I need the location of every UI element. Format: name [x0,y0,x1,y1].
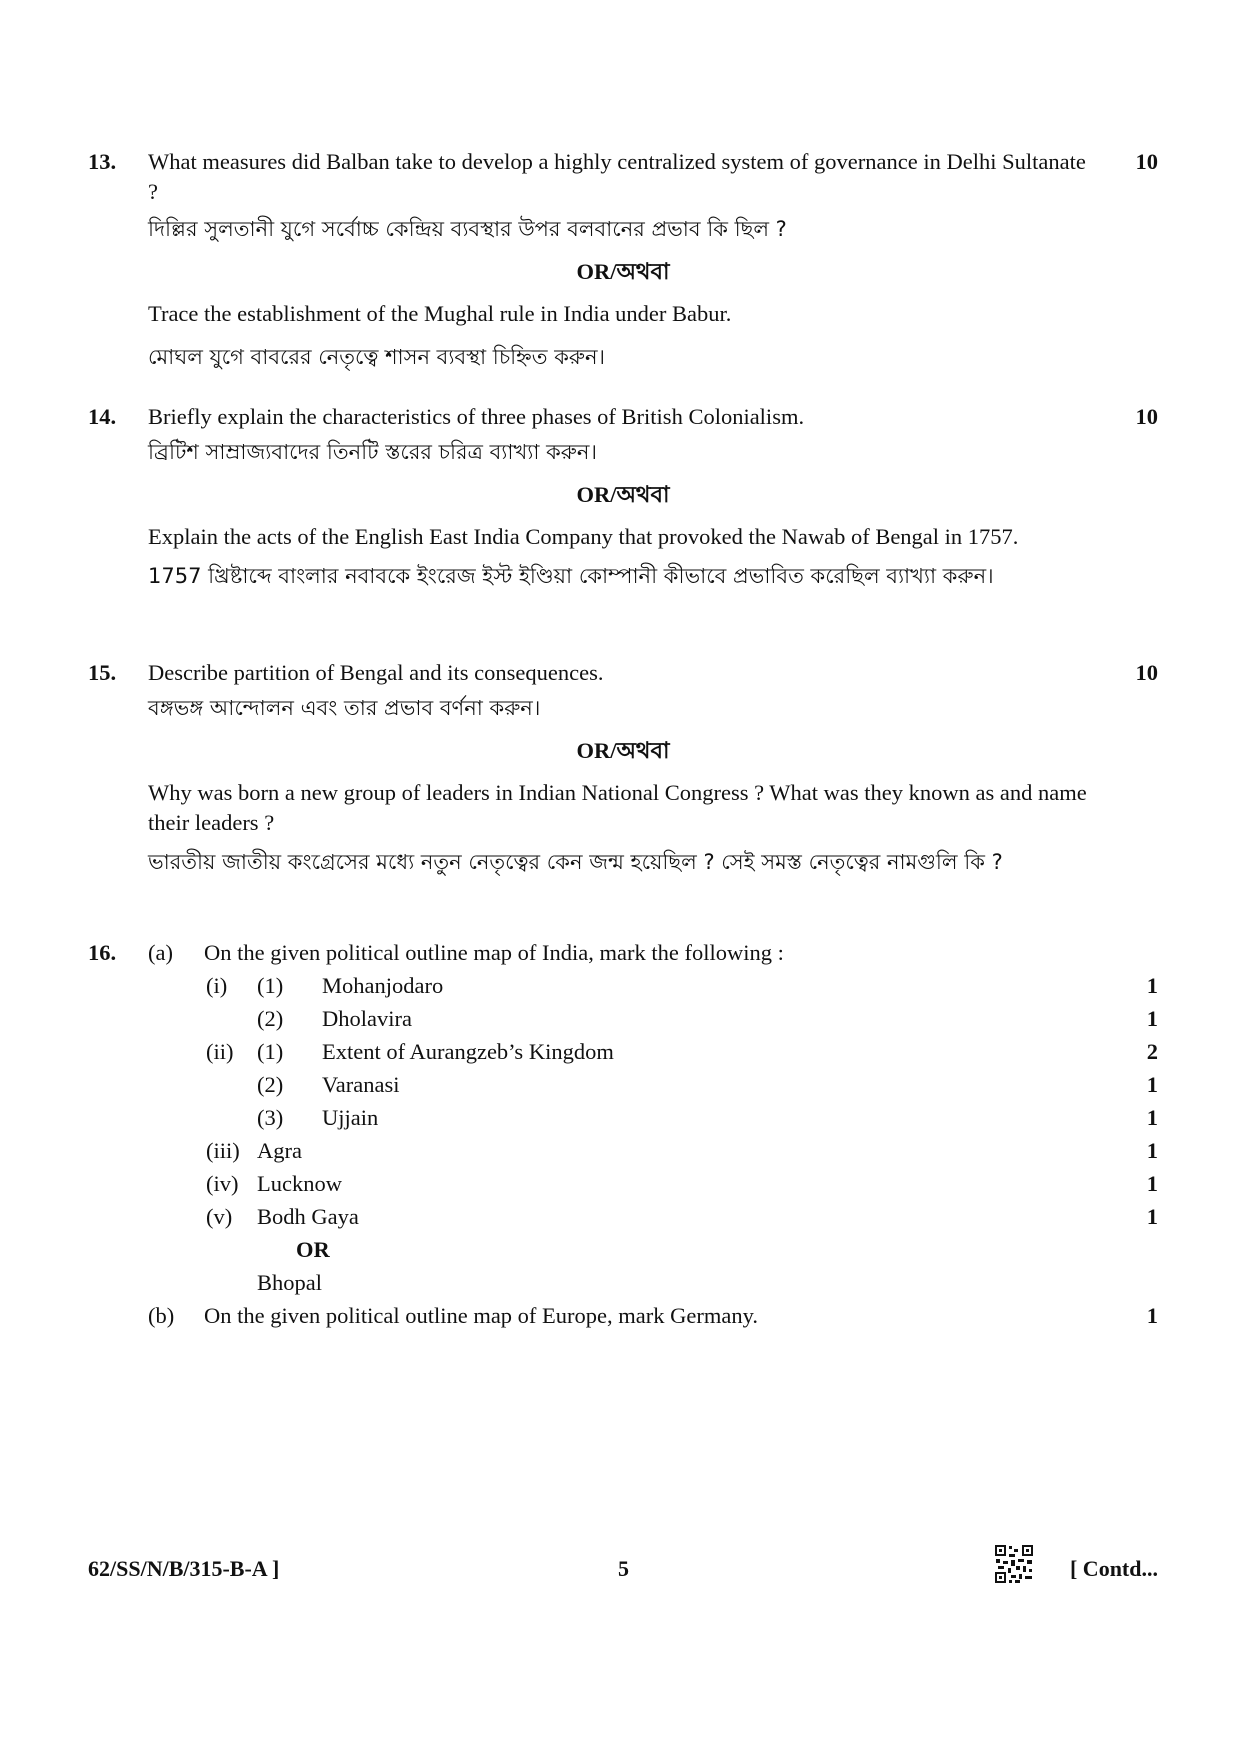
part-label: (b) [148,1303,175,1328]
alternative-question-english: Explain the acts of the English East India Company that provoked the Nawab of Bengal in 1757. [148,524,1019,549]
alternative-question-english: Why was born a new group of leaders in Indian National Congress ? What was they known as and name their leaders ? [148,780,1087,835]
item-marks: 1 [1146,1006,1158,1031]
page-number: 5 [618,1556,629,1581]
question-16 [88,938,1158,1498]
item-marks: 1 [1146,1105,1158,1130]
part-text: On the given political outline map of India, mark the following : [204,940,784,965]
item-sub: (2) [257,1006,284,1031]
question-13 [88,147,1158,385]
question-number: 14. [88,404,117,429]
question-marks: 10 [1135,660,1158,685]
item-text: Dholavira [322,1006,412,1031]
or-separator: OR/অথবা [576,259,670,284]
item-text: Bhopal [257,1270,322,1295]
item-marks: 2 [1146,1039,1158,1064]
item-text: Agra [257,1138,302,1163]
question-text-bengali: দিল্লির সুলতানী যুগে সর্বোচ্চ কেন্দ্রিয় ব্যবস্থার উপর বলবানের প্রভাব কি ছিল ? [148,217,787,241]
item-marks: 1 [1146,1072,1158,1097]
alternative-question-bengali: ভারতীয় জাতীয় কংগ্রেসের মধ্যে নতুন নেতৃত্বের কেন জন্ম হয়েছিল ? সেই সমস্ত নেতৃত্বের নামগুলি কি ? [148,850,1003,874]
item-sub: (2) [257,1072,284,1097]
or-separator: OR [296,1237,330,1262]
question-14 [88,402,1158,604]
question-text-bengali: ব্রিটিশ সাম্রাজ্যবাদের তিনটি স্তরের চরিত্র ব্যাখ্যা করুন। [148,440,597,464]
question-text-bengali: বঙ্গভঙ্গ আন্দোলন এবং তার প্রভাব বর্ণনা করুন। [148,696,541,720]
item-sub: (1) [257,973,284,998]
question-15 [88,658,1158,890]
item-sub: (1) [257,1039,284,1064]
item-text: Lucknow [257,1171,342,1196]
part-text: On the given political outline map of Europe, mark Germany. [204,1303,759,1328]
or-separator: OR/অথবা [576,482,670,507]
question-text-english: Briefly explain the characteristics of three phases of British Colonialism. [148,404,805,429]
item-marks: 1 [1146,1171,1158,1196]
or-separator: OR/অথবা [576,738,670,763]
item-roman: (iv) [206,1171,239,1196]
item-text: Ujjain [322,1105,379,1130]
question-marks: 10 [1135,404,1158,429]
part-label: (a) [148,940,173,965]
item-text: Varanasi [322,1072,400,1097]
page-footer [88,1556,1158,1596]
item-marks: 1 [1146,1138,1158,1163]
item-marks: 1 [1146,973,1158,998]
item-roman: (v) [206,1204,233,1229]
item-roman: (iii) [206,1138,240,1163]
question-number: 16. [88,940,117,965]
question-text-english: What measures did Balban take to develop a highly centralized system of governance in Delhi Sultanate ? [148,149,1086,204]
alternative-question-bengali: মোঘল যুগে বাবরের নেতৃত্বে শাসন ব্যবস্থা চিহ্নিত করুন। [148,345,606,369]
item-text: Extent of Aurangzeb’s Kingdom [322,1039,614,1064]
question-marks: 10 [1135,149,1158,174]
alternative-question-bengali: 1757 খ্রিষ্টাব্দে বাংলার নবাবকে ইংরেজ ইস্ট ইণ্ডিয়া কোম্পানী কীভাবে প্রভাবিত করেছিল ব্যাখ্যা করুন। [148,564,994,588]
item-roman: (ii) [206,1039,234,1064]
qr-code-icon [994,1544,1034,1584]
question-text-english: Describe partition of Bengal and its consequences. [148,660,604,685]
item-sub: (3) [257,1105,284,1130]
question-number: 15. [88,660,117,685]
item-marks: 1 [1146,1204,1158,1229]
item-text: Mohanjodaro [322,973,444,998]
question-number: 13. [88,149,117,174]
alternative-question-english: Trace the establishment of the Mughal rule in India under Babur. [148,301,732,326]
item-roman: (i) [206,973,228,998]
item-marks: 1 [1146,1303,1158,1328]
continued-label: [ Contd... [1069,1556,1158,1581]
paper-code: 62/SS/N/B/315-B-A ] [88,1556,280,1581]
item-text: Bodh Gaya [257,1204,359,1229]
